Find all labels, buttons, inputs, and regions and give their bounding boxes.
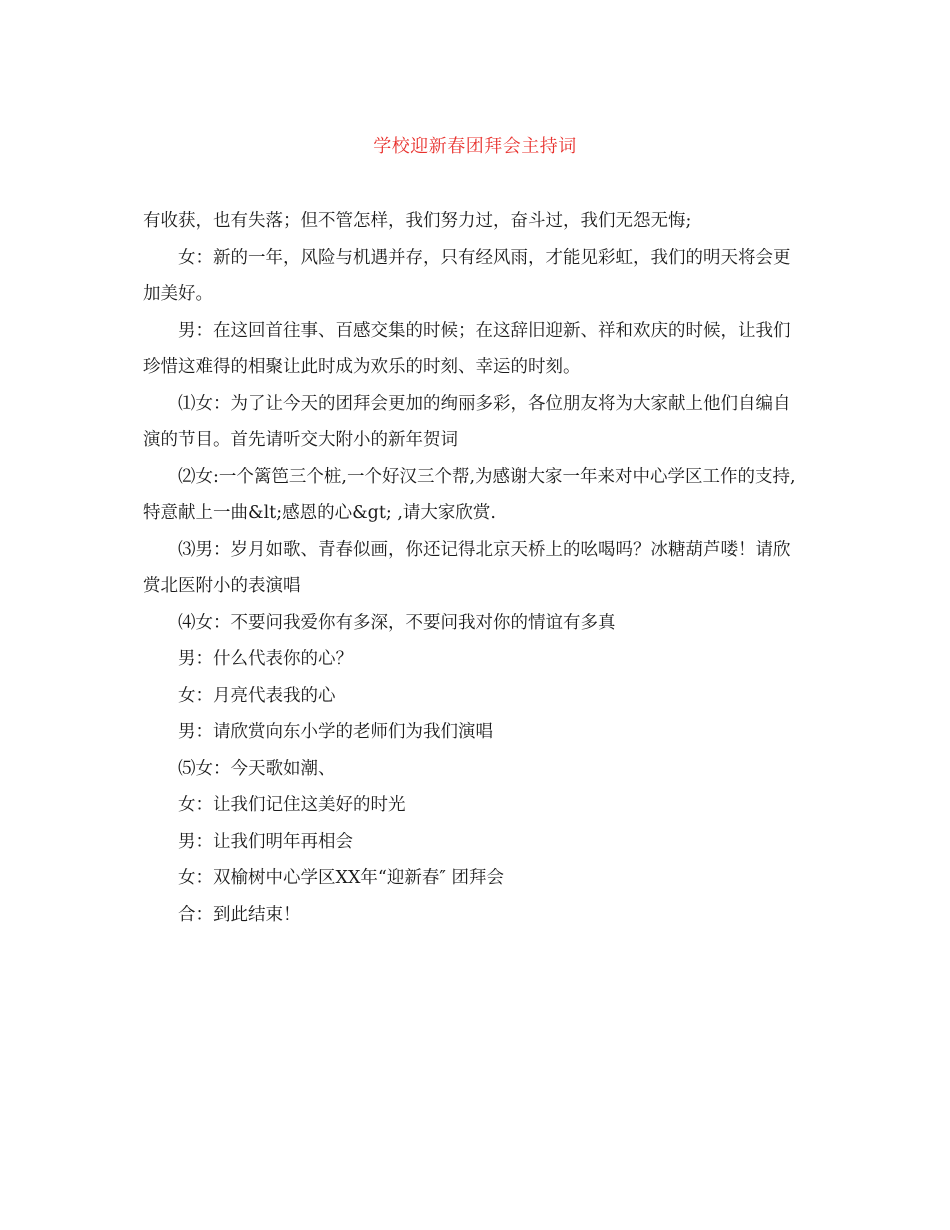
paragraph: 男：请欣赏向东小学的老师们为我们演唱 [178,722,493,742]
paragraph: ⑵女:一个篱笆三个桩,一个好汉三个帮,为感谢大家一年来对中心学区工作的支持,特意献上一曲&lt;感恩的心&gt; ,请大家欣赏. [143,466,796,523]
paragraph: ⑶男：岁月如歌、青春似画，你还记得北京天桥上的吆喝吗？冰糖葫芦喽！请欣赏北医附小的表演唱 [143,539,791,596]
paragraph: 女：月亮代表我的心 [178,685,336,706]
paragraph: ⑷女：不要问我爱你有多深，不要问我对你的情谊有多真 [178,612,616,633]
paragraph: 男：让我们明年再相会 [178,831,353,852]
paragraph: ⑸女：今天歌如潮、 [178,758,336,779]
paragraph: 女：让我们记住这美好的时光 [178,795,406,815]
paragraph: 男：在这回首往事、百感交集的时候；在这辞旧迎新、祥和欢庆的时候，让我们珍惜这难得的相聚让此时成为欢乐的时刻、幸运的时刻。 [143,320,791,377]
document-title: 学校迎新春团拜会主持词 [373,136,577,157]
paragraph: 有收获，也有失落；但不管怎样，我们努力过，奋斗过，我们无怨无悔; [143,211,692,231]
document-body [143,203,807,933]
paragraph: ⑴女：为了让今天的团拜会更加的绚丽多彩，各位朋友将为大家献上他们自编自演的节目。首先请听交大附小的新年贺词 [143,393,791,450]
paragraph: 男：什么代表你的心？ [178,649,353,669]
paragraph: 女：新的一年，风险与机遇并存，只有经风雨，才能见彩虹，我们的明天将会更加美好。 [143,247,791,304]
paragraph: 女：双榆树中心学区XX年“迎新春″ 团拜会 [178,868,504,888]
paragraph: 合：到此结束！ [178,904,301,925]
